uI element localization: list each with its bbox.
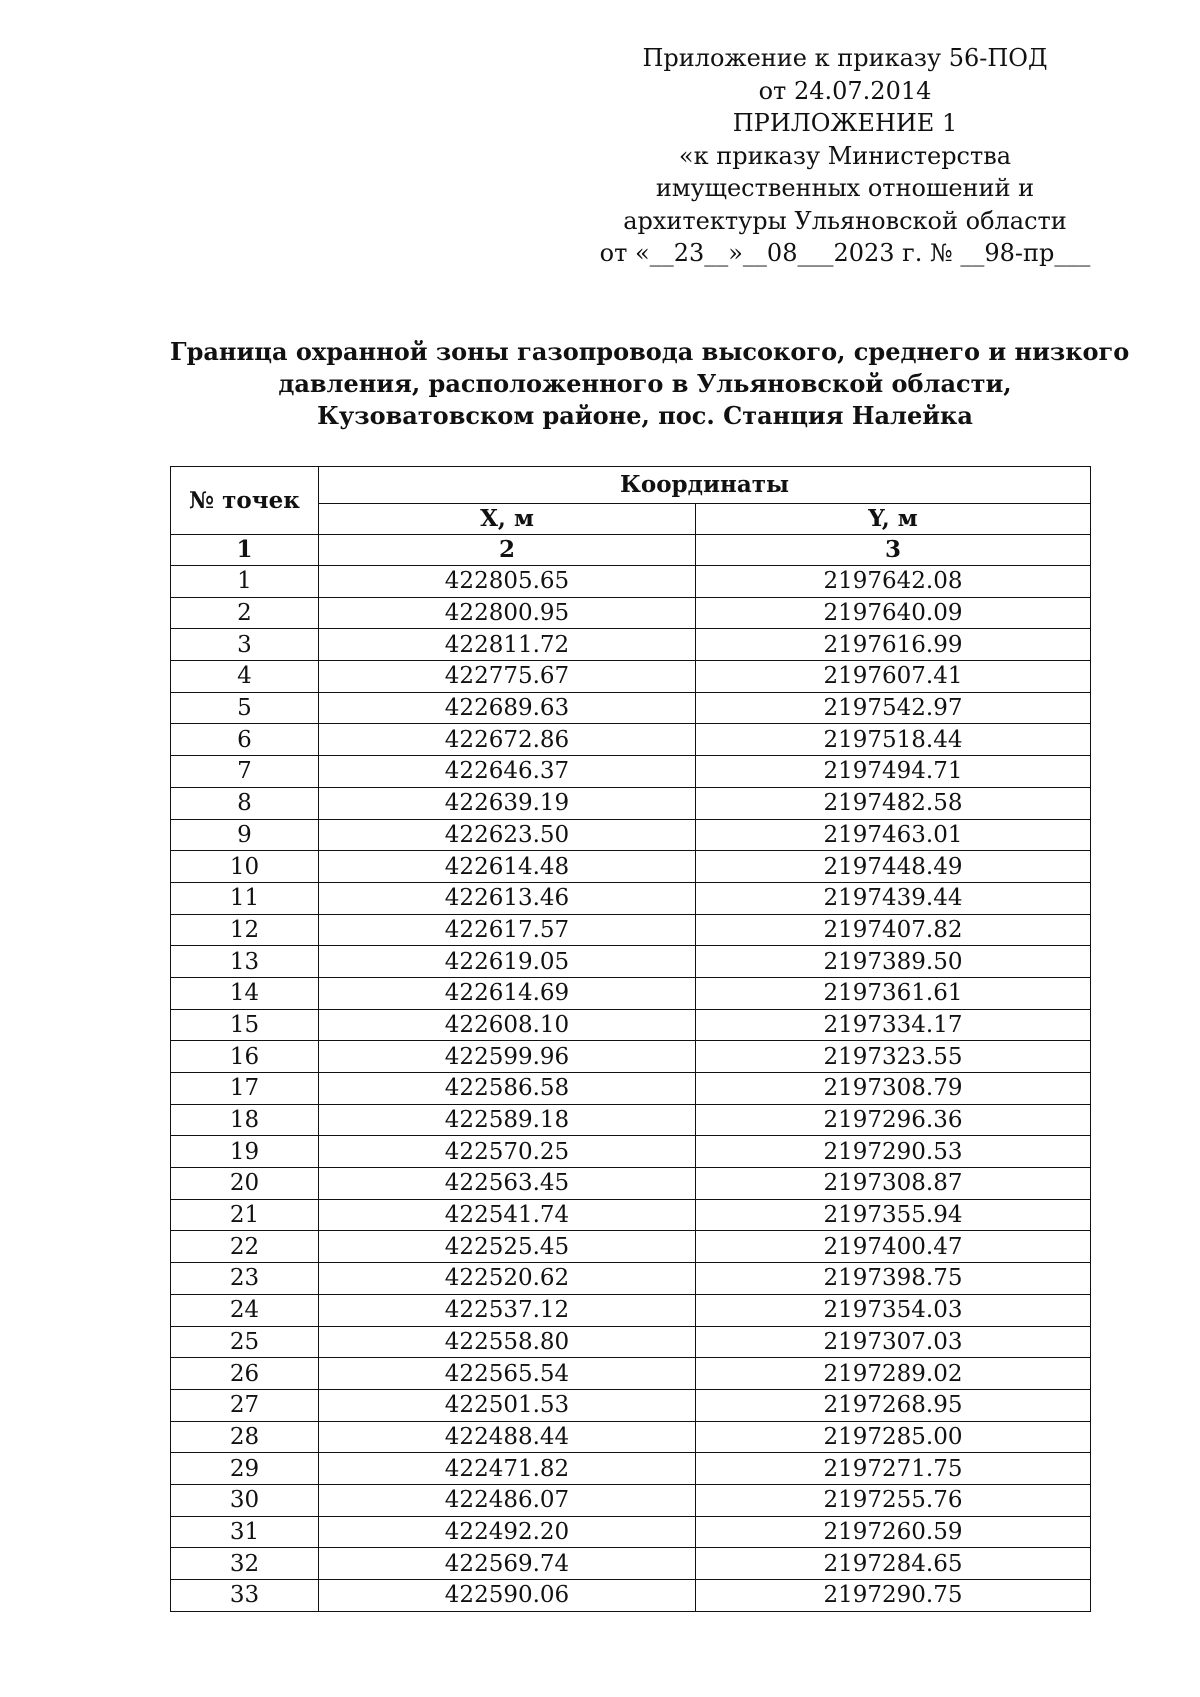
point-number-cell: 6 (171, 724, 319, 756)
y-coordinate-cell: 2197361.61 (696, 977, 1091, 1009)
document-title (170, 336, 1130, 432)
y-coordinate-cell: 2197271.75 (696, 1453, 1091, 1485)
coordinates-table (170, 466, 1091, 1612)
y-coordinate-cell: 2197398.75 (696, 1263, 1091, 1295)
table-row (171, 977, 1091, 1009)
x-coordinate-cell: 422775.67 (319, 661, 696, 693)
table-row (171, 1041, 1091, 1073)
x-coordinate-cell: 422672.86 (319, 724, 696, 756)
table-row (171, 1389, 1091, 1421)
header-line: имущественных отношений и (655, 174, 1035, 202)
x-coordinate-cell: 422492.20 (319, 1516, 696, 1548)
table-row (171, 1516, 1091, 1548)
y-coordinate-cell: 2197284.65 (696, 1548, 1091, 1580)
x-coordinate-cell: 422619.05 (319, 946, 696, 978)
y-coordinate-cell: 2197542.97 (696, 692, 1091, 724)
x-coordinate-cell: 422525.45 (319, 1231, 696, 1263)
column-number-1: 1 (171, 535, 319, 566)
title-line: Граница охранной зоны газопровода высокого, среднего и низкого (170, 337, 1130, 366)
y-coordinate-cell: 2197640.09 (696, 597, 1091, 629)
point-number-cell: 3 (171, 629, 319, 661)
y-coordinate-cell: 2197642.08 (696, 566, 1091, 598)
table-row (171, 819, 1091, 851)
table-row (171, 597, 1091, 629)
y-coordinate-cell: 2197518.44 (696, 724, 1091, 756)
y-coordinate-cell: 2197407.82 (696, 914, 1091, 946)
title-line: давления, расположенного в Ульяновской области, (278, 369, 1012, 398)
x-coordinate-cell: 422471.82 (319, 1453, 696, 1485)
table-row (171, 1231, 1091, 1263)
header-coordinates: Координаты (319, 467, 1091, 504)
point-number-cell: 4 (171, 661, 319, 693)
point-number-cell: 5 (171, 692, 319, 724)
x-coordinate-cell: 422569.74 (319, 1548, 696, 1580)
point-number-cell: 28 (171, 1421, 319, 1453)
y-coordinate-cell: 2197607.41 (696, 661, 1091, 693)
x-coordinate-cell: 422570.25 (319, 1136, 696, 1168)
table-row (171, 1136, 1091, 1168)
x-coordinate-cell: 422589.18 (319, 1104, 696, 1136)
table-row (171, 629, 1091, 661)
header-points: № точек (171, 467, 319, 535)
x-coordinate-cell: 422537.12 (319, 1294, 696, 1326)
x-coordinate-cell: 422646.37 (319, 756, 696, 788)
x-coordinate-cell: 422811.72 (319, 629, 696, 661)
header-line: Приложение к приказу 56-ПОД (642, 44, 1048, 72)
y-coordinate-cell: 2197463.01 (696, 819, 1091, 851)
y-coordinate-cell: 2197255.76 (696, 1484, 1091, 1516)
point-number-cell: 13 (171, 946, 319, 978)
header-y: Y, м (696, 504, 1091, 535)
point-number-cell: 20 (171, 1168, 319, 1200)
point-number-cell: 12 (171, 914, 319, 946)
table-row (171, 1199, 1091, 1231)
table-row (171, 724, 1091, 756)
column-number-2: 2 (319, 535, 696, 566)
x-coordinate-cell: 422590.06 (319, 1580, 696, 1612)
x-coordinate-cell: 422623.50 (319, 819, 696, 851)
y-coordinate-cell: 2197285.00 (696, 1421, 1091, 1453)
appendix-header (585, 42, 1105, 270)
table-row (171, 1168, 1091, 1200)
y-coordinate-cell: 2197616.99 (696, 629, 1091, 661)
header-line: от «__23__»__08___2023 г. № __98-пр___ (599, 239, 1091, 267)
table-row (171, 1104, 1091, 1136)
table-body (171, 566, 1091, 1612)
y-coordinate-cell: 2197296.36 (696, 1104, 1091, 1136)
point-number-cell: 29 (171, 1453, 319, 1485)
y-coordinate-cell: 2197290.75 (696, 1580, 1091, 1612)
point-number-cell: 33 (171, 1580, 319, 1612)
x-coordinate-cell: 422805.65 (319, 566, 696, 598)
point-number-cell: 11 (171, 882, 319, 914)
point-number-cell: 8 (171, 787, 319, 819)
point-number-cell: 25 (171, 1326, 319, 1358)
table-row (171, 1326, 1091, 1358)
header-line: от 24.07.2014 (758, 76, 932, 105)
point-number-cell: 23 (171, 1263, 319, 1295)
y-coordinate-cell: 2197494.71 (696, 756, 1091, 788)
y-coordinate-cell: 2197289.02 (696, 1358, 1091, 1390)
x-coordinate-cell: 422614.69 (319, 977, 696, 1009)
table-row (171, 692, 1091, 724)
x-coordinate-cell: 422565.54 (319, 1358, 696, 1390)
y-coordinate-cell: 2197308.87 (696, 1168, 1091, 1200)
x-coordinate-cell: 422501.53 (319, 1389, 696, 1421)
title-line: Кузоватовском районе, пос. Станция Налейка (317, 401, 973, 430)
y-coordinate-cell: 2197355.94 (696, 1199, 1091, 1231)
x-coordinate-cell: 422608.10 (319, 1009, 696, 1041)
point-number-cell: 1 (171, 566, 319, 598)
table-row (171, 1263, 1091, 1295)
table-row (171, 1421, 1091, 1453)
y-coordinate-cell: 2197290.53 (696, 1136, 1091, 1168)
table-row (171, 756, 1091, 788)
y-coordinate-cell: 2197389.50 (696, 946, 1091, 978)
header-line: ПРИЛОЖЕНИЕ 1 (732, 109, 958, 137)
point-number-cell: 15 (171, 1009, 319, 1041)
x-coordinate-cell: 422639.19 (319, 787, 696, 819)
table-row (171, 1453, 1091, 1485)
table-row (171, 851, 1091, 883)
table-row (171, 1009, 1091, 1041)
point-number-cell: 19 (171, 1136, 319, 1168)
table-row (171, 1548, 1091, 1580)
header-line: архитектуры Ульяновской области (623, 206, 1067, 235)
table-row (171, 1484, 1091, 1516)
point-number-cell: 31 (171, 1516, 319, 1548)
x-coordinate-cell: 422613.46 (319, 882, 696, 914)
point-number-cell: 9 (171, 819, 319, 851)
point-number-cell: 17 (171, 1073, 319, 1105)
point-number-cell: 30 (171, 1484, 319, 1516)
point-number-cell: 10 (171, 851, 319, 883)
header-x: X, м (319, 504, 696, 535)
point-number-cell: 24 (171, 1294, 319, 1326)
x-coordinate-cell: 422689.63 (319, 692, 696, 724)
point-number-cell: 27 (171, 1389, 319, 1421)
table-row (171, 882, 1091, 914)
table-row (171, 1073, 1091, 1105)
x-coordinate-cell: 422586.58 (319, 1073, 696, 1105)
point-number-cell: 22 (171, 1231, 319, 1263)
x-coordinate-cell: 422486.07 (319, 1484, 696, 1516)
point-number-cell: 14 (171, 977, 319, 1009)
y-coordinate-cell: 2197307.03 (696, 1326, 1091, 1358)
x-coordinate-cell: 422563.45 (319, 1168, 696, 1200)
y-coordinate-cell: 2197268.95 (696, 1389, 1091, 1421)
point-number-cell: 2 (171, 597, 319, 629)
x-coordinate-cell: 422520.62 (319, 1263, 696, 1295)
table-row (171, 914, 1091, 946)
y-coordinate-cell: 2197323.55 (696, 1041, 1091, 1073)
column-number-3: 3 (696, 535, 1091, 566)
y-coordinate-cell: 2197448.49 (696, 851, 1091, 883)
point-number-cell: 16 (171, 1041, 319, 1073)
x-coordinate-cell: 422558.80 (319, 1326, 696, 1358)
point-number-cell: 18 (171, 1104, 319, 1136)
x-coordinate-cell: 422599.96 (319, 1041, 696, 1073)
table-row (171, 787, 1091, 819)
x-coordinate-cell: 422617.57 (319, 914, 696, 946)
header-line: «к приказу Министерства (678, 141, 1012, 170)
y-coordinate-cell: 2197400.47 (696, 1231, 1091, 1263)
x-coordinate-cell: 422488.44 (319, 1421, 696, 1453)
point-number-cell: 32 (171, 1548, 319, 1580)
y-coordinate-cell: 2197334.17 (696, 1009, 1091, 1041)
table-row (171, 1358, 1091, 1390)
y-coordinate-cell: 2197308.79 (696, 1073, 1091, 1105)
table-row (171, 946, 1091, 978)
y-coordinate-cell: 2197260.59 (696, 1516, 1091, 1548)
table-row (171, 566, 1091, 598)
x-coordinate-cell: 422541.74 (319, 1199, 696, 1231)
x-coordinate-cell: 422800.95 (319, 597, 696, 629)
y-coordinate-cell: 2197439.44 (696, 882, 1091, 914)
y-coordinate-cell: 2197354.03 (696, 1294, 1091, 1326)
table-row (171, 1580, 1091, 1612)
table-row (171, 1294, 1091, 1326)
table-row (171, 661, 1091, 693)
point-number-cell: 26 (171, 1358, 319, 1390)
x-coordinate-cell: 422614.48 (319, 851, 696, 883)
point-number-cell: 21 (171, 1199, 319, 1231)
point-number-cell: 7 (171, 756, 319, 788)
y-coordinate-cell: 2197482.58 (696, 787, 1091, 819)
